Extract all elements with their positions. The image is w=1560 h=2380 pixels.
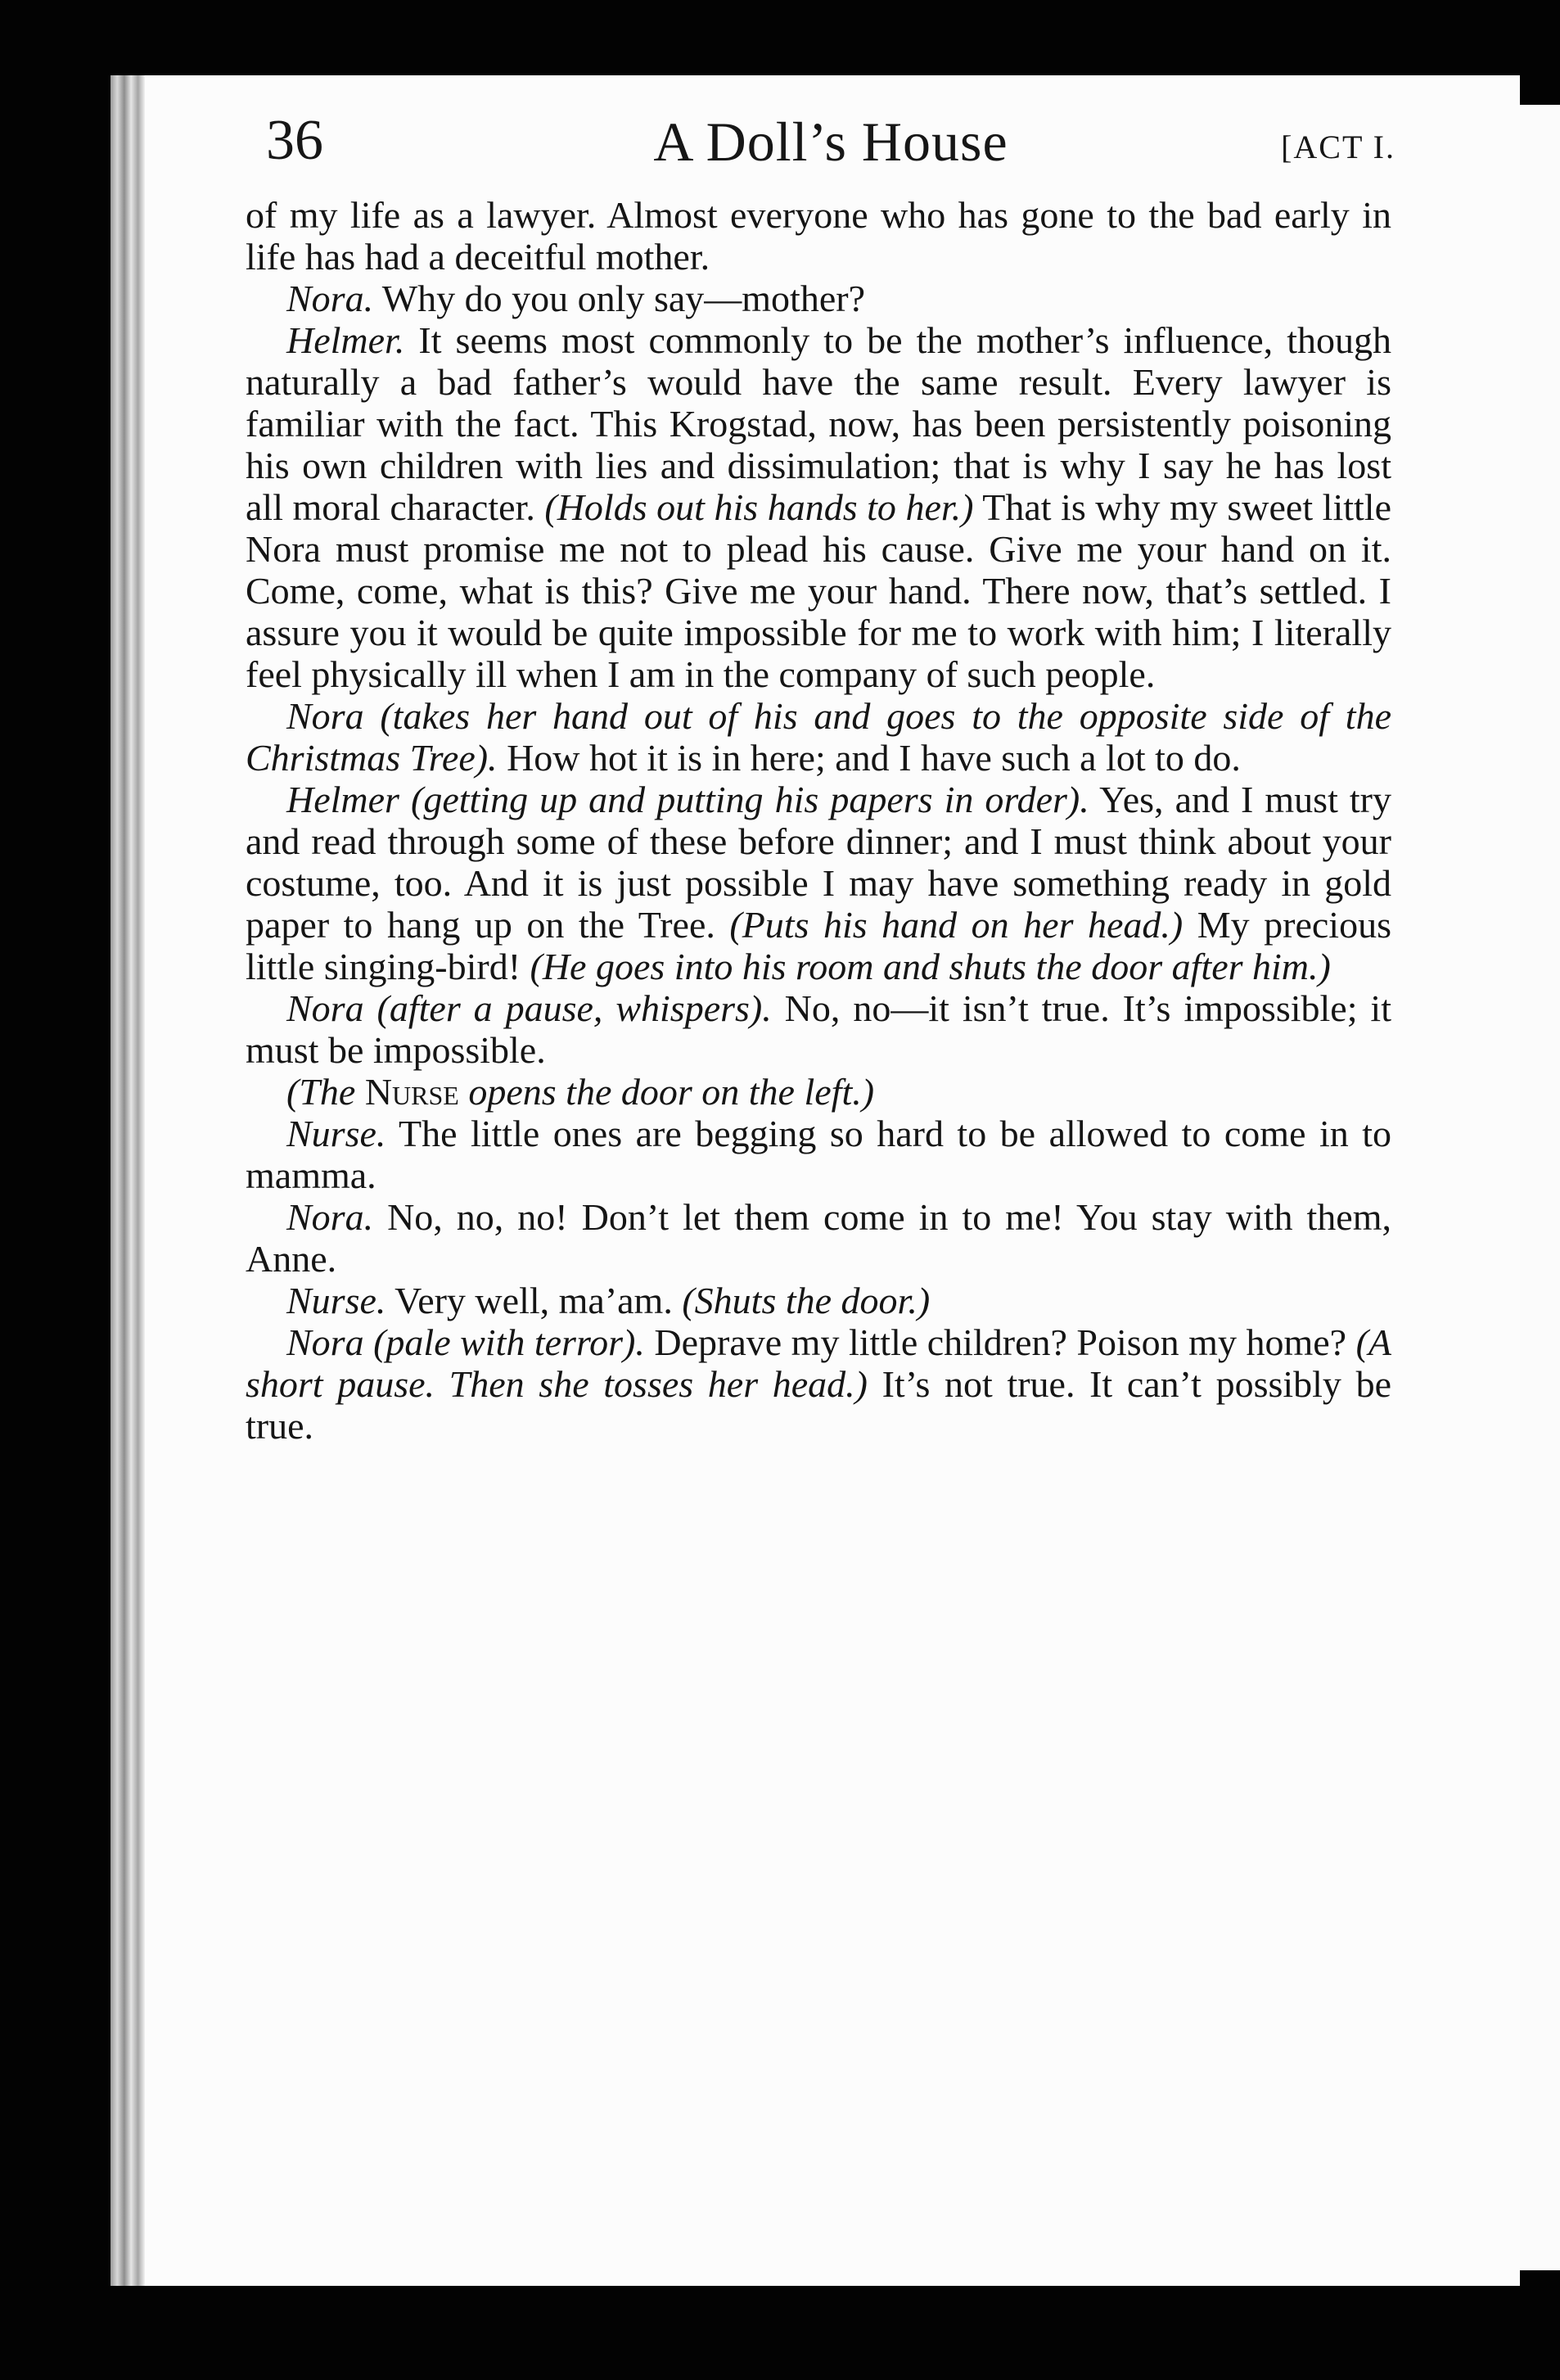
stage-direction: (takes her hand out of his and goes to the opposite side of the Christmas Tree). <box>246 695 1391 779</box>
stage-direction: (He goes into his room and shuts the door after him.) <box>530 946 1331 987</box>
stage-direction: (pale with terror). <box>363 1321 645 1363</box>
paragraph <box>246 779 1391 987</box>
paragraph <box>246 1196 1391 1280</box>
stage-direction: opens the door on the left.) <box>458 1071 875 1113</box>
dialogue-text: It’s not true. It can’t possibly be true. <box>246 1363 1391 1447</box>
speaker-name: Nurse. <box>286 1280 386 1321</box>
stage-direction: (Shuts the door.) <box>682 1280 931 1321</box>
dialogue-text: How hot it is in here; and I have such a lot to do. <box>497 737 1241 779</box>
speaker-name: Nurse. <box>286 1113 386 1154</box>
running-head <box>266 100 1395 190</box>
dialogue-text: Yes, and I must try and read through some of these before dinner; and I must think about your costume, too. And it is just possible I may have something ready in gold paper to hang up on the Tree. <box>246 779 1391 946</box>
paragraph <box>246 1113 1391 1196</box>
paragraph <box>246 987 1391 1071</box>
paragraph <box>246 319 1391 695</box>
stage-direction: (Holds out his hands to her.) <box>544 486 974 528</box>
play-text <box>246 194 1391 1447</box>
stage-direction: (Puts his hand on her head.) <box>729 904 1184 946</box>
paragraph <box>246 278 1391 319</box>
paragraph <box>246 695 1391 779</box>
speaker-name: Nora. <box>286 1196 374 1238</box>
speaker-name: Nora <box>286 695 364 737</box>
dialogue-text: No, no—it isn’t true. It’s impossible; it must be impossible. <box>246 987 1391 1071</box>
speaker-name: Nora <box>286 987 364 1029</box>
dialogue-text: Very well, ma’am. <box>385 1280 683 1321</box>
speaker-name: Nora. <box>286 278 374 319</box>
dialogue-text: of my life as a lawyer. Almost everyone who has gone to the bad early in life has had a deceitful mother. <box>246 194 1391 278</box>
dialogue-text: Deprave my little children? Poison my home? <box>644 1321 1356 1363</box>
dialogue-text: My precious little singing-bird! <box>246 904 1391 987</box>
stage-direction: (after a pause, whispers). <box>363 987 772 1029</box>
page-gutter <box>110 75 145 2286</box>
page-number: 36 <box>266 109 323 172</box>
paragraph <box>246 1321 1391 1447</box>
speaker-name: Helmer <box>286 779 399 820</box>
dialogue-text: It seems most commonly to be the mother’s influence, though naturally a bad father’s would have the same result. Every lawyer is familiar with the fact. This Krogstad, now, has been persistently poisoning his own children with lies and dissimulation; that is why I say he has lost all moral character. <box>246 319 1391 528</box>
stage-direction: (A short pause. Then she tosses her head.) <box>246 1321 1391 1405</box>
paragraph <box>246 1280 1391 1321</box>
book-title: A Doll’s House <box>653 111 1008 173</box>
dialogue-text: That is why my sweet little Nora must promise me not to plead his cause. Give me your hand on it. Come, come, what is this? Give me your hand. There now, that’s settled. I assure you it would be quite impossible for me to work with him; I literally feel physically ill when I am in the company of such people. <box>246 486 1391 695</box>
dialogue-text: No, no, no! Don’t let them come in to me! You stay with them, Anne. <box>246 1196 1391 1280</box>
speaker-name: Helmer. <box>286 319 405 361</box>
paragraph <box>246 194 1391 278</box>
stage-direction: (The <box>286 1071 365 1113</box>
stage-direction: (getting up and putting his papers in order). <box>399 779 1089 820</box>
act-marker: [ACT I. <box>1281 129 1395 165</box>
paragraph <box>246 1071 1391 1113</box>
dialogue-text: The little ones are begging so hard to be allowed to come in to mamma. <box>246 1113 1391 1196</box>
role-name: Nurse <box>364 1071 459 1113</box>
speaker-name: Nora <box>286 1321 364 1363</box>
dialogue-text: Why do you only say—mother? <box>373 278 865 319</box>
